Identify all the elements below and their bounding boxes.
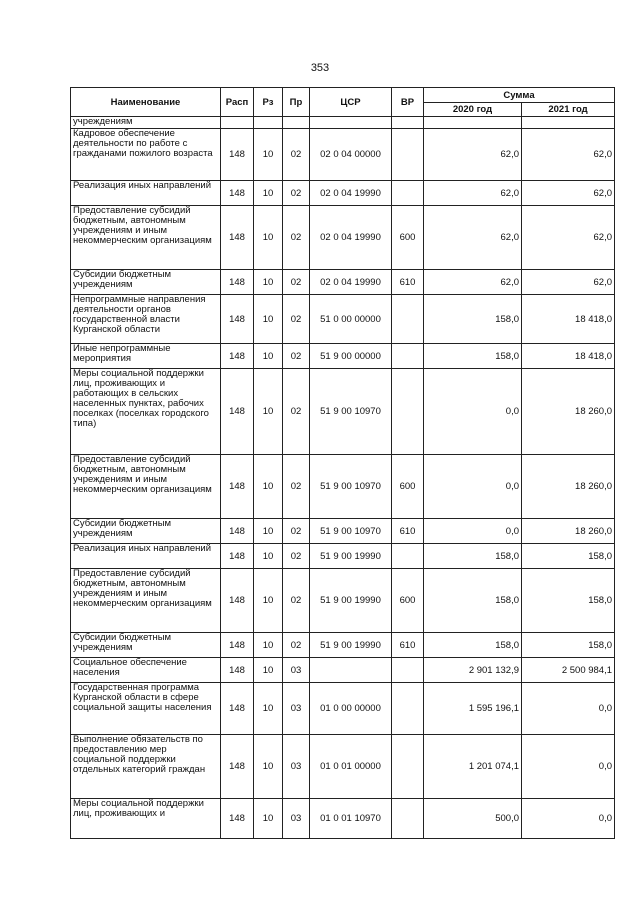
header-year-2021: 2021 год (522, 103, 615, 117)
row-pr: 03 (283, 658, 310, 683)
row-rasp: 148 (221, 735, 254, 799)
row-csr: 51 9 00 10970 (310, 369, 392, 455)
row-rasp: 148 (221, 369, 254, 455)
row-csr: 51 9 00 19990 (310, 544, 392, 569)
row-sum-2020: 158,0 (424, 295, 522, 344)
table-row (71, 735, 615, 799)
row-sum-2020: 158,0 (424, 569, 522, 633)
row-sum-2021: 18 418,0 (522, 344, 615, 369)
row-sum-2021: 158,0 (522, 633, 615, 658)
row-csr: 02 0 04 19990 (310, 206, 392, 270)
row-csr: 02 0 04 19990 (310, 181, 392, 206)
row-rasp: 148 (221, 206, 254, 270)
row-rasp: 148 (221, 455, 254, 519)
row-sum-2021: 158,0 (522, 569, 615, 633)
row-pr: 02 (283, 129, 310, 181)
row-name: Непрограммные направления деятельности органов государственной власти Курганской области (71, 295, 221, 344)
row-csr: 01 0 01 10970 (310, 799, 392, 839)
row-rasp: 148 (221, 544, 254, 569)
row-name: Предоставление субсидий бюджетным, автономным учреждениям и иным некоммерческим организациям (71, 455, 221, 519)
row-sum-2021: 2 500 984,1 (522, 658, 615, 683)
row-rz: 10 (254, 344, 283, 369)
row-sum-2020: 500,0 (424, 799, 522, 839)
row-sum-2021: 18 260,0 (522, 519, 615, 544)
table-row (71, 344, 615, 369)
row-rasp: 148 (221, 658, 254, 683)
row-pr: 02 (283, 270, 310, 295)
table-row (71, 270, 615, 295)
table-row (71, 295, 615, 344)
table-row (71, 633, 615, 658)
row-csr: 01 0 01 00000 (310, 735, 392, 799)
row-pr: 02 (283, 569, 310, 633)
row-vr (392, 295, 424, 344)
row-vr: 600 (392, 206, 424, 270)
row-pr: 02 (283, 206, 310, 270)
row-pr (283, 117, 310, 129)
row-sum-2021: 0,0 (522, 735, 615, 799)
row-vr (392, 344, 424, 369)
row-rasp: 148 (221, 519, 254, 544)
header-row (71, 88, 615, 103)
row-sum-2021: 62,0 (522, 270, 615, 295)
budget-table (70, 87, 615, 839)
table-row (71, 519, 615, 544)
row-csr: 51 9 00 19990 (310, 633, 392, 658)
row-sum-2020: 0,0 (424, 519, 522, 544)
row-vr (392, 181, 424, 206)
row-name: Государственная программа Курганской области в сфере социальной защиты населения (71, 683, 221, 735)
row-rz: 10 (254, 369, 283, 455)
row-sum-2020: 62,0 (424, 129, 522, 181)
row-vr (392, 658, 424, 683)
row-rz: 10 (254, 735, 283, 799)
row-csr: 01 0 00 00000 (310, 683, 392, 735)
row-pr: 02 (283, 633, 310, 658)
row-sum-2020: 1 201 074,1 (424, 735, 522, 799)
row-rz: 10 (254, 633, 283, 658)
row-sum-2020: 62,0 (424, 206, 522, 270)
row-pr: 03 (283, 683, 310, 735)
row-sum-2020: 62,0 (424, 270, 522, 295)
row-csr: 02 0 04 00000 (310, 129, 392, 181)
row-sum-2020: 1 595 196,1 (424, 683, 522, 735)
header-rasp: Расп (221, 88, 254, 117)
row-rasp: 148 (221, 344, 254, 369)
table-row (71, 544, 615, 569)
row-pr: 02 (283, 181, 310, 206)
row-csr: 51 9 00 19990 (310, 569, 392, 633)
row-rasp: 148 (221, 129, 254, 181)
row-rasp: 148 (221, 295, 254, 344)
page-number: 353 (310, 62, 330, 74)
header-name: Наименование (71, 88, 221, 117)
row-pr: 03 (283, 799, 310, 839)
row-vr: 600 (392, 455, 424, 519)
row-rasp (221, 117, 254, 129)
row-csr: 51 9 00 10970 (310, 519, 392, 544)
row-sum-2020: 0,0 (424, 455, 522, 519)
row-pr: 02 (283, 344, 310, 369)
row-sum-2021: 62,0 (522, 206, 615, 270)
row-sum-2020: 62,0 (424, 181, 522, 206)
row-sum-2021: 62,0 (522, 181, 615, 206)
row-sum-2021 (522, 117, 615, 129)
row-vr (392, 799, 424, 839)
table-row (71, 455, 615, 519)
row-rz: 10 (254, 544, 283, 569)
row-pr: 02 (283, 544, 310, 569)
row-name: Иные непрограммные мероприятия (71, 344, 221, 369)
header-year-2020: 2020 год (424, 103, 522, 117)
row-rz: 10 (254, 455, 283, 519)
row-rasp: 148 (221, 270, 254, 295)
row-sum-2020: 158,0 (424, 344, 522, 369)
row-name: Субсидии бюджетным учреждениям (71, 519, 221, 544)
row-name: учреждениям (71, 117, 221, 129)
row-rasp: 148 (221, 633, 254, 658)
row-rz: 10 (254, 569, 283, 633)
row-name: Субсидии бюджетным учреждениям (71, 270, 221, 295)
header-csr: ЦСР (310, 88, 392, 117)
row-rz: 10 (254, 129, 283, 181)
header-rz: Рз (254, 88, 283, 117)
row-rz: 10 (254, 181, 283, 206)
row-rz: 10 (254, 519, 283, 544)
table-row (71, 369, 615, 455)
row-rasp: 148 (221, 569, 254, 633)
header-pr: Пр (283, 88, 310, 117)
row-rz: 10 (254, 270, 283, 295)
row-sum-2020: 158,0 (424, 633, 522, 658)
row-rz (254, 117, 283, 129)
row-sum-2020: 0,0 (424, 369, 522, 455)
row-name: Меры социальной поддержки лиц, проживающих и работающих в сельских населенных пунктах, рабочих поселках (поселках городского типа) (71, 369, 221, 455)
row-vr: 600 (392, 569, 424, 633)
table-row (71, 799, 615, 839)
row-pr: 02 (283, 455, 310, 519)
row-sum-2021: 18 418,0 (522, 295, 615, 344)
row-vr (392, 369, 424, 455)
table-row (71, 658, 615, 683)
table-row (71, 129, 615, 181)
row-pr: 02 (283, 295, 310, 344)
row-name: Кадровое обеспечение деятельности по работе с гражданами пожилого возраста (71, 129, 221, 181)
table-row (71, 569, 615, 633)
row-vr: 610 (392, 519, 424, 544)
row-vr: 610 (392, 633, 424, 658)
row-pr: 02 (283, 369, 310, 455)
row-csr (310, 658, 392, 683)
row-rz: 10 (254, 658, 283, 683)
row-csr: 51 9 00 10970 (310, 455, 392, 519)
row-name: Предоставление субсидий бюджетным, автономным учреждениям и иным некоммерческим организациям (71, 206, 221, 270)
row-sum-2020: 2 901 132,9 (424, 658, 522, 683)
row-sum-2020 (424, 117, 522, 129)
row-sum-2020: 158,0 (424, 544, 522, 569)
row-rasp: 148 (221, 683, 254, 735)
table-row (71, 683, 615, 735)
header-summa: Сумма (424, 88, 615, 103)
row-name: Социальное обеспечение населения (71, 658, 221, 683)
row-vr (392, 544, 424, 569)
row-rasp: 148 (221, 799, 254, 839)
header-vr: ВР (392, 88, 424, 117)
row-name: Реализация иных направлений (71, 181, 221, 206)
row-name: Субсидии бюджетным учреждениям (71, 633, 221, 658)
row-csr: 51 0 00 00000 (310, 295, 392, 344)
row-vr (392, 683, 424, 735)
row-name: Выполнение обязательств по предоставлению мер социальной поддержки отдельных категорий граждан (71, 735, 221, 799)
row-rz: 10 (254, 295, 283, 344)
row-vr (392, 117, 424, 129)
row-name: Предоставление субсидий бюджетным, автономным учреждениям и иным некоммерческим организациям (71, 569, 221, 633)
row-pr: 02 (283, 519, 310, 544)
row-csr (310, 117, 392, 129)
row-name: Реализация иных направлений (71, 544, 221, 569)
row-vr: 610 (392, 270, 424, 295)
row-sum-2021: 18 260,0 (522, 369, 615, 455)
row-sum-2021: 158,0 (522, 544, 615, 569)
row-rz: 10 (254, 799, 283, 839)
row-sum-2021: 18 260,0 (522, 455, 615, 519)
table-row (71, 206, 615, 270)
row-sum-2021: 0,0 (522, 799, 615, 839)
row-vr (392, 129, 424, 181)
row-rasp: 148 (221, 181, 254, 206)
row-rz: 10 (254, 683, 283, 735)
table-row (71, 117, 615, 129)
row-vr (392, 735, 424, 799)
row-sum-2021: 0,0 (522, 683, 615, 735)
row-csr: 02 0 04 19990 (310, 270, 392, 295)
row-pr: 03 (283, 735, 310, 799)
row-name: Меры социальной поддержки лиц, проживающих и (71, 799, 221, 839)
row-rz: 10 (254, 206, 283, 270)
row-sum-2021: 62,0 (522, 129, 615, 181)
table-row (71, 181, 615, 206)
row-csr: 51 9 00 00000 (310, 344, 392, 369)
